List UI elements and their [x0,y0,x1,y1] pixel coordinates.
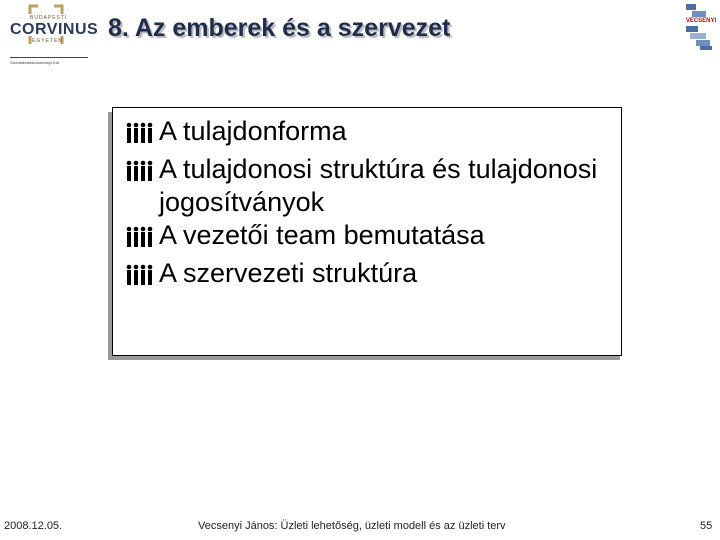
corvinus-logo [6,4,99,65]
logo-divider [10,57,88,58]
page-number: 55 [700,520,713,532]
logo-tagline: Gazdálkodástudományi Kar [10,60,60,65]
logo-bottom-text: EGYETEM [32,38,64,44]
bullet-item [113,153,621,219]
bullet-text: A tulajdonforma [159,116,347,146]
bullet-text: A tulajdonosi struktúra és tulajdonosi jogosítványok [159,154,598,217]
content-box [112,107,622,356]
people-group-icon [125,122,155,144]
vecsenyi-logo [684,4,718,50]
bullet-item [113,257,621,290]
bullet-item [113,219,621,252]
footer-author-title: Vecsenyi János: Üzleti lehetőség, üzleti modell és az üzleti terv [198,520,506,532]
bullet-text: A szervezeti struktúra [159,258,418,288]
people-group-icon [125,160,155,182]
vecsenyi-logo-text: VECSENYI [685,18,717,24]
bullet-item [113,115,621,148]
people-group-icon [125,226,155,248]
logo-top-text: BUDAPESTI [30,15,68,21]
logo-name: CORVINUS [10,21,99,38]
people-group-icon [125,264,155,286]
vecsenyi-logo-icon [684,4,718,50]
bullet-text: A vezetői team bemutatása [159,220,485,250]
bullet-list [113,115,621,295]
slide-title: 8. Az emberek és a szervezet [108,14,451,42]
footer-date: 2008.12.05. [4,520,63,532]
